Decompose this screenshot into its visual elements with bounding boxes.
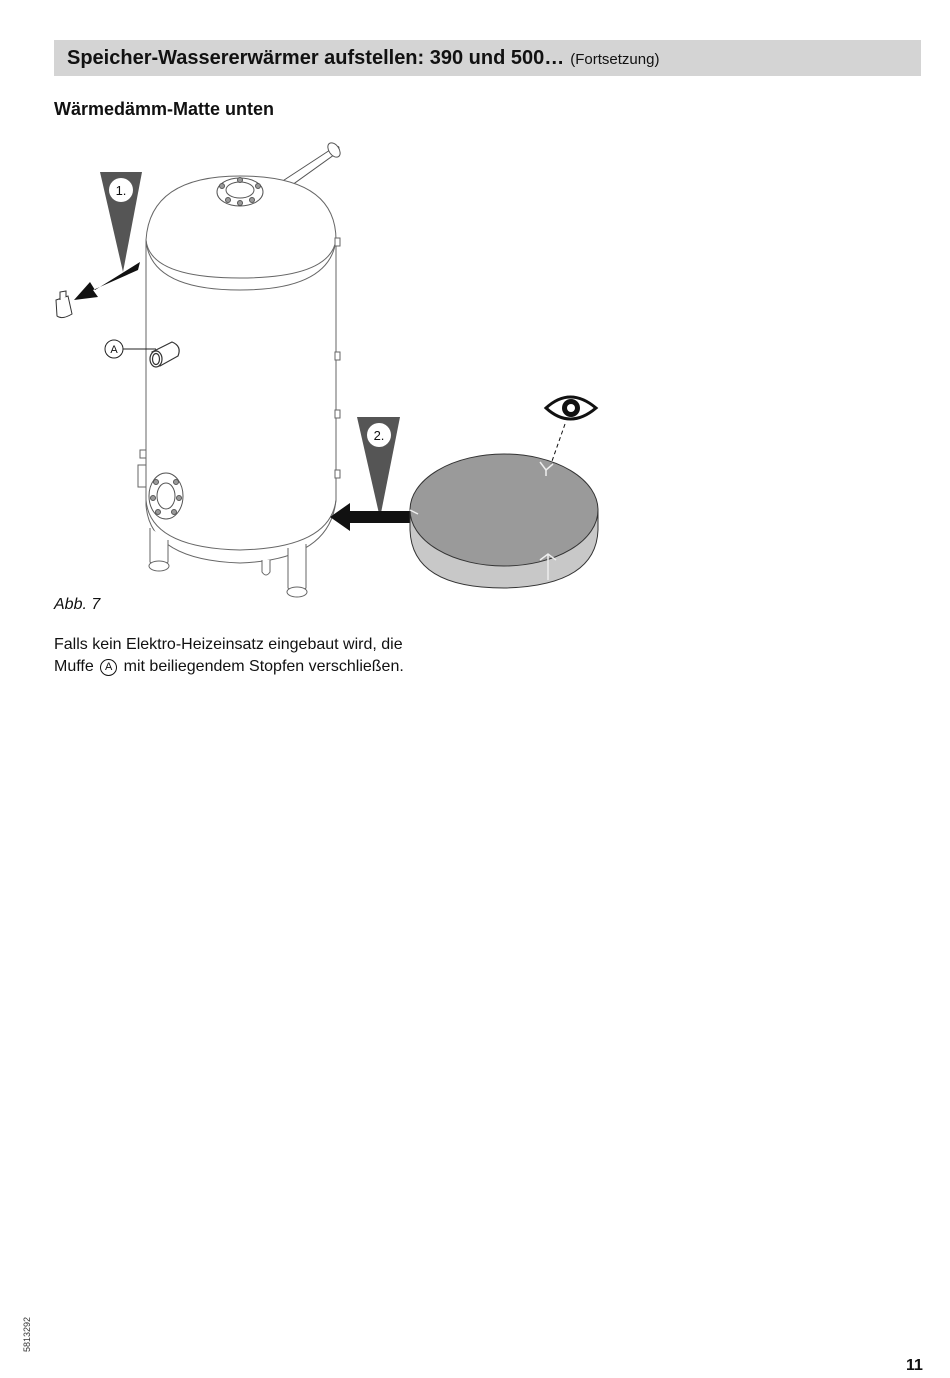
body-line-2-start: Muffe	[54, 658, 94, 675]
side-flange	[149, 473, 183, 519]
eye-icon	[546, 397, 596, 464]
figure-caption: Abb. 7	[54, 596, 101, 613]
body-line-2-end: mit beiliegendem Stopfen verschließen.	[123, 658, 404, 675]
insulation-mat	[410, 454, 598, 588]
plug-icon	[56, 291, 72, 318]
step2-arrow	[330, 503, 418, 531]
body-line-1: Falls kein Elektro-Heizeinsatz eingebaut wird, die	[54, 636, 403, 653]
step1-wedge	[100, 172, 142, 272]
header-title-text: Speicher-Wassererwärmer aufstellen: 390 und 500…	[67, 46, 565, 69]
installation-figure	[0, 0, 950, 600]
header-continuation: (Fortsetzung)	[570, 50, 660, 68]
body-line-2	[54, 656, 474, 678]
section-title: Wärmedämm-Matte unten	[54, 99, 275, 119]
marker-a-label: A	[110, 344, 118, 356]
step2-wedge	[357, 417, 400, 518]
step1-arrow	[74, 262, 140, 300]
page-number: 11	[906, 1357, 923, 1374]
document-code: 5813292	[22, 1316, 32, 1352]
step1-label: 1.	[115, 183, 127, 198]
step2-label: 2.	[373, 428, 385, 443]
marker-a-inline: A	[100, 659, 117, 676]
body-text	[54, 634, 474, 678]
top-flange	[217, 178, 263, 207]
